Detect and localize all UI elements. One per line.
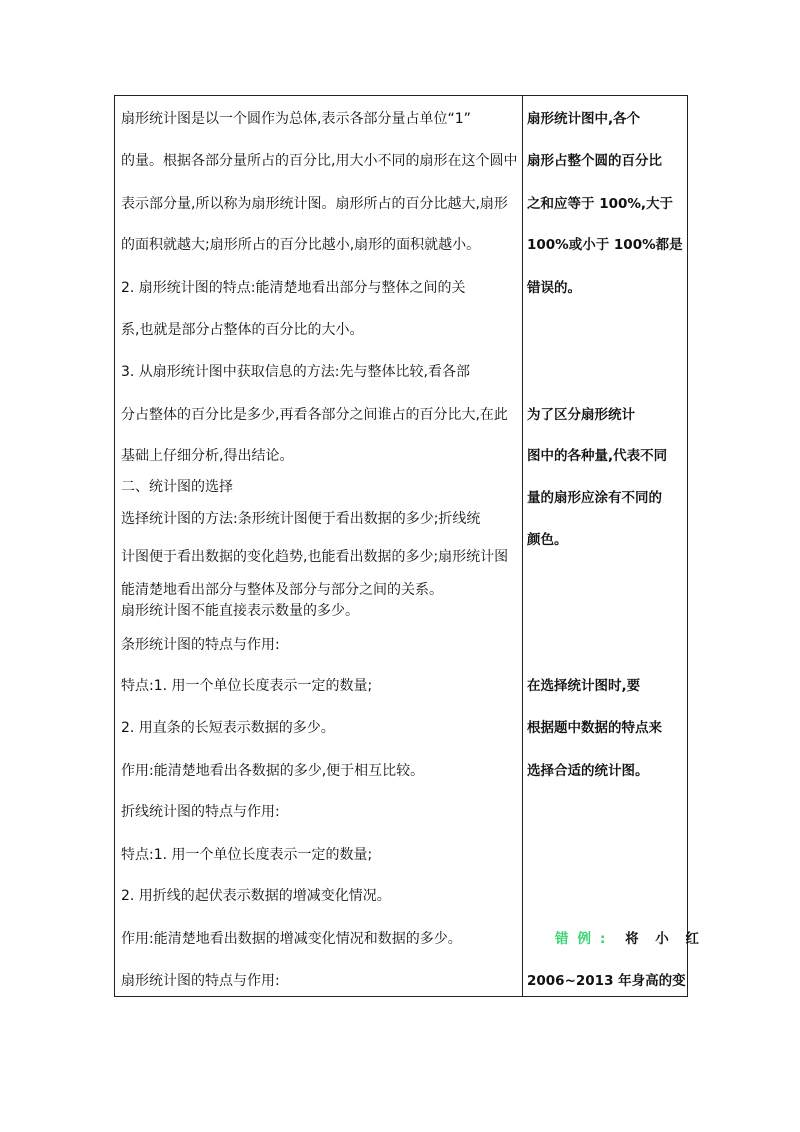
left-line: 3. 从扇形统计图中获取信息的方法:先与整体比较,看各部 bbox=[121, 364, 470, 380]
left-line: 条形统计图的特点与作用: bbox=[121, 637, 280, 653]
left-line: 的量。根据各部分量所占的百分比,用大小不同的扇形在这个圆中 bbox=[121, 153, 518, 169]
right-line: 颜色。 bbox=[527, 532, 568, 548]
column-divider bbox=[522, 96, 523, 996]
right-line: 扇形统计图中,各个 bbox=[527, 111, 641, 127]
left-line: 能清楚地看出部分与整体及部分与部分之间的关系。 bbox=[121, 582, 443, 598]
right-line: 为了区分扇形统计 bbox=[527, 407, 635, 423]
right-line: 选择合适的统计图。 bbox=[527, 763, 649, 779]
error-example-label: 错例: bbox=[555, 931, 615, 947]
left-line: 折线统计图的特点与作用: bbox=[121, 804, 280, 820]
left-line: 作用:能清楚地看出数据的增减变化情况和数据的多少。 bbox=[121, 931, 462, 947]
left-line: 特点:1. 用一个单位长度表示一定的数量; bbox=[121, 847, 373, 863]
right-line: 在选择统计图时,要 bbox=[527, 678, 641, 694]
left-line: 作用:能清楚地看出各数据的多少,便于相互比较。 bbox=[121, 763, 425, 779]
left-line: 2. 用折线的起伏表示数据的增减变化情况。 bbox=[121, 888, 391, 904]
section-heading: 二、统计图的选择 bbox=[121, 479, 233, 495]
right-line: 量的扇形应涂有不同的 bbox=[527, 490, 662, 506]
right-line: 2006~2013 年身高的变 bbox=[527, 973, 686, 989]
error-example-text: 将 小 红 bbox=[614, 931, 706, 947]
left-line: 基础上仔细分析,得出结论。 bbox=[121, 448, 294, 464]
right-line: 扇形占整个圆的百分比 bbox=[527, 153, 662, 169]
left-line: 扇形统计图是以一个圆作为总体,表示各部分量占单位“1” bbox=[121, 111, 471, 127]
left-line: 分占整体的百分比是多少,再看各部分之间谁占的百分比大,在此 bbox=[121, 407, 508, 423]
left-line: 选择统计图的方法:条形统计图便于看出数据的多少;折线统 bbox=[121, 511, 481, 527]
right-line: 100%或小于 100%都是 bbox=[527, 237, 683, 253]
left-line: 2. 用直条的长短表示数据的多少。 bbox=[121, 720, 335, 736]
right-line: 根据题中数据的特点来 bbox=[527, 720, 662, 736]
left-line: 2. 扇形统计图的特点:能清楚地看出部分与整体之间的关 bbox=[121, 280, 466, 296]
left-line: 特点:1. 用一个单位长度表示一定的数量; bbox=[121, 678, 373, 694]
right-line: 错误的。 bbox=[527, 280, 581, 296]
error-example-line bbox=[555, 929, 705, 949]
left-line: 计图便于看出数据的变化趋势,也能看出数据的多少;扇形统计图 bbox=[121, 549, 509, 565]
left-line: 的面积就越大;扇形所占的百分比越小,扇形的面积就越小。 bbox=[121, 237, 481, 253]
left-line: 表示部分量,所以称为扇形统计图。扇形所占的百分比越大,扇形 bbox=[121, 196, 508, 212]
left-line: 扇形统计图不能直接表示数量的多少。 bbox=[121, 603, 359, 619]
right-line: 图中的各种量,代表不同 bbox=[527, 448, 668, 464]
left-line: 扇形统计图的特点与作用: bbox=[121, 973, 280, 989]
left-line: 系,也就是部分占整体的百分比的大小。 bbox=[121, 322, 364, 338]
right-line: 之和应等于 100%,大于 bbox=[527, 196, 674, 212]
